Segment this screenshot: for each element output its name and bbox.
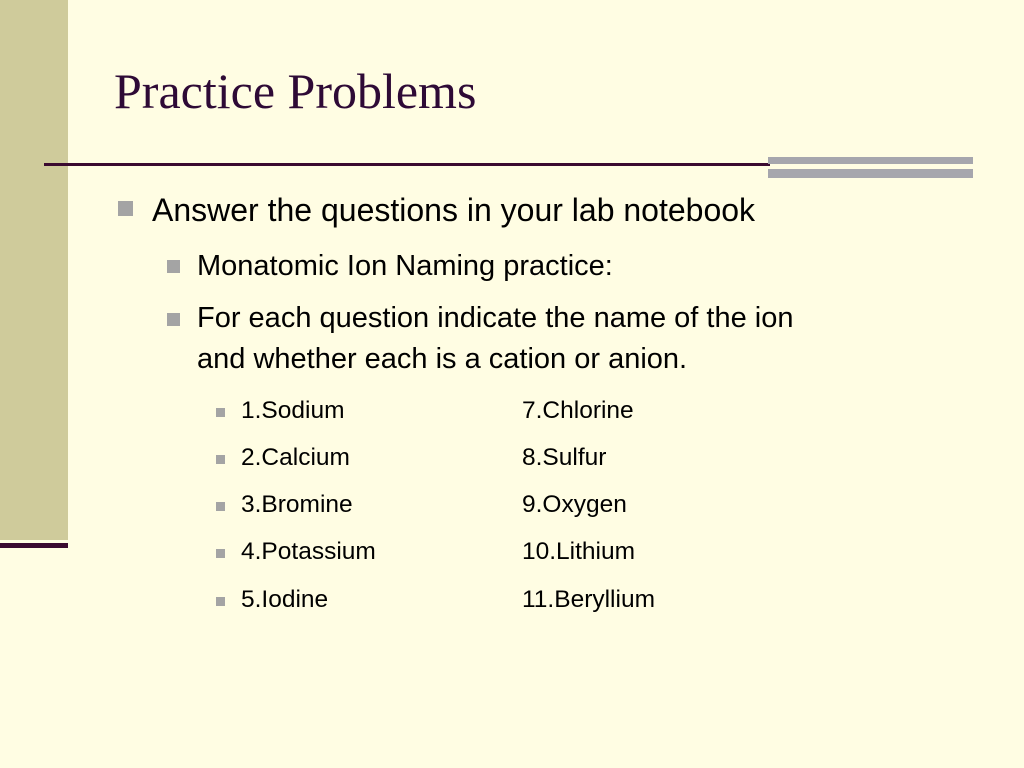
list-item-left: 3.Bromine (241, 491, 353, 518)
list-item-left: 1.Sodium (241, 397, 345, 424)
sub-bullet-monatomic-ion: Monatomic Ion Naming practice: (197, 250, 613, 282)
left-accent-line (0, 543, 68, 548)
list-item-right: 11.Beryllium (522, 586, 655, 613)
title-underline (44, 163, 770, 166)
bullet-square-icon (167, 260, 180, 273)
sub-bullet-instructions-line-2: and whether each is a cation or anion. (197, 343, 688, 375)
bullet-square-icon (216, 597, 225, 606)
slide-title: Practice Problems (114, 63, 477, 119)
bullet-answer-questions: Answer the questions in your lab notebook (152, 192, 756, 228)
bullet-square-icon (216, 502, 225, 511)
bullet-square-icon (216, 455, 225, 464)
bullet-square-icon (216, 549, 225, 558)
bullet-square-icon (118, 201, 133, 216)
list-item-left: 2.Calcium (241, 444, 350, 471)
list-item-right: 7.Chlorine (522, 397, 634, 424)
sub-bullet-instructions-line-1: For each question indicate the name of the ion (197, 302, 794, 334)
list-item-right: 8.Sulfur (522, 444, 607, 471)
decorative-gray-bar-top (768, 157, 973, 164)
list-item-left: 5.Iodine (241, 586, 329, 613)
list-item-right: 9.Oxygen (522, 491, 627, 518)
list-item-right: 10.Lithium (522, 538, 636, 565)
list-item-left: 4.Potassium (241, 538, 376, 565)
bullet-square-icon (167, 313, 180, 326)
decorative-gray-bar-bottom (768, 169, 973, 178)
left-decorative-band (0, 0, 68, 540)
bullet-square-icon (216, 408, 225, 417)
